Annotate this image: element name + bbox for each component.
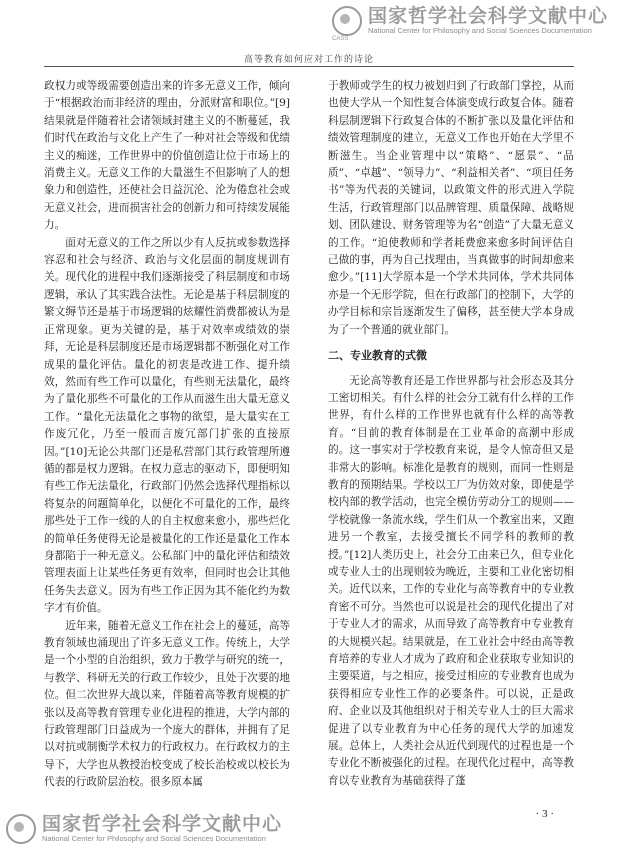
center-emblem-icon [6, 814, 36, 844]
footer-logo [6, 814, 282, 844]
logo-title-cn: 国家哲学社会科学文献中心 [42, 813, 283, 836]
paragraph: 无论高等教育还是工作世界都与社会形态及其分工密切相关。有什么样的社会分工就有什么样的工作世界，有什么样的工作世界也就有什么样的高等教育。“目前的教育体制是在工业革命的高潮中形成的。这一事实对于学校教育来说，是令人惊奇但又是非常大的影响。标准化是教育的规则，而同一性则是教育的预期结果。学校以工厂为仿效对象，即使是学校内部的教学活动，也完全模仿劳动分工的规则——学校就像一条流水线，学生们从一个教室出来，又跑进另一个教室，去接受擅长不同学科的教师的教授。”[12]人类历史上，社会分工由来已久，但专业化或专业人士的出现则较为晚近，主要和工业化密切相关。近代以来，工作的专业化与高等教育中的专业教育密不可分。当然也可以说是社会的现代化提出了对于专业人才的需求，从而导致了高等教育中专业教育的大规模兴起。结果就是，在工业社会中经由高等教育培养的专业人才成为了政府和企业获取专业知识的主要渠道，与之相应，接受过相应的专业教育也成为获得相应专业性工作的必要条件。可以说，正是政府、企业以及其他组织对于相关专业人士的巨大需求促进了以专业教育为中心任务的现代大学的加速发展。总体上，人类社会从近代到现代的过程也是一个专业化不断被强化的过程。在现代化过程中，高等教育以专业教育为基础获得了蓬 [328, 374, 574, 787]
page-number: · 3 · [535, 808, 554, 820]
logo-title-cn: 国家哲学社会科学文献中心 [367, 5, 608, 28]
header-logo [331, 5, 608, 42]
paragraph: 政权力或等级需要创造出来的许多无意义工作，倾向于“根据政治而非经济的理由，分派财富和职位。”[9]结果就是伴随着社会诸领域封建主义的不断蔓延，我们时代在政治与文化上产生了一种对社会等级和优绩主义的痴迷，工作世界中的价值创造让位于市场上的消费主义。无意义工作的大量滋生不但影响了人的想象力和创造性，还使社会日益沉沦、沦为倦怠社会或无意义社会，进而损害社会的创新力和可持续发展能力。 [44, 80, 290, 232]
right-column [328, 78, 574, 790]
center-emblem-icon [332, 6, 362, 36]
paragraph: 近年来，随着无意义工作在社会上的蔓延，高等教育领域也涌现出了许多无意义工作。传统上，大学是一个小型的自治组织，致力于教学与研究的统一，与教学、科研无关的行政工作较少，且处于次要的地位。但二次世界大战以来，伴随着高等教育规模的扩张以及高等教育管理专业化进程的推进，大学内部的行政管理部门日益成为一个庞大的群体，并拥有了足以对抗或制衡学术权力的行政权力。在行政权力的主导下，大学也从教授治校变成了校长治校或以校长为代表的行政阶层治校。很多原本属 [44, 619, 290, 789]
logo-title-en: National Center for Philosophy and Social Sciences Documentation [42, 834, 266, 844]
logo-title-en: National Center for Philosophy and Social Sciences Documentation [367, 26, 592, 36]
left-column [44, 78, 290, 792]
running-header: 高等教育如何应对工作的诗论 [243, 55, 374, 65]
paragraph: 于教师或学生的权力被划归到了行政部门掌控，从而也使大学从一个知性复合体演变成行政复合体。随着科层制逻辑下行政复合体的不断扩张以及量化评估和绩效管理制度的建立，无意义工作也开始在大学里不断滋生。当企业管理中以“策略”、“愿景”、“品质”、“卓越”、“领导力”、“利益相关者”、“项目任务书”等为代表的关键词，以政策文件的形式进入学院生活，行政管理部门以品牌管理、质量保障、战略规划、团队建设、财务管理等为名“创造”了大量无意义的工作。“迫使教师和学者耗费愈来愈多时间评估自己做的事，再为自己找理由，当真做事的时间却愈来愈少。”[11]大学原本是一个学术共同体，学术共同体亦是一个无形学院，但在行政部门的控制下，大学的办学目标和宗旨逐渐发生了偏移，甚至使大学本身成为了一个普通的就业部门。 [328, 80, 574, 336]
section-heading: 二、专业教育的式微 [328, 349, 427, 363]
paragraph: 面对无意义的工作之所以少有人反抗或参数选择容忍和社会与经济、政治与文化层面的制度规训有关。现代化的进程中我们逐渐接受了科层制度和市场逻辑，承认了其实践合法性。无论是基于科层制度的繁文缛节还是基于市场逻辑的炫耀性消费都被认为是正常现象。更为关键的是，基于对效率或绩效的崇拜，无论是科层制度还是市场逻辑都不断强化对工作成果的量化评估。量化的初衷是改进工作、提升绩效，然而有些工作可以量化，有些则无法量化，最终为了量化那些不可量化的工作从而滋生出大量无意义工作。“量化无法量化之事物的欲望，是大量实在工作废冗化，乃至一般而言废冗部门扩张的直接原因。”[10]无论公共部门还是私营部门其行政管理所遵循的都是权力逻辑。在权力意志的驱动下，即便明知有些工作无法量化，行政部门仍然会选择代理指标以将复杂的问题简单化，以便化不可量化的工作，最终那些处于工作一线的人的自主权愈来愈小，那些烂化的简单任务使得无论是被量化的工作还是量化工作本身都陷于一种无意义。公私部门中的量化评估和绩效管理表面上让某些任务更有效率，但同时也会让其他任务失去意义。因为有些工作正因为其不能化约为数字才有价值。 [44, 236, 290, 615]
logo-text [42, 814, 282, 843]
header-divider [44, 66, 574, 67]
logo-text [368, 6, 608, 35]
logo-cass-label: CASS [331, 36, 349, 42]
